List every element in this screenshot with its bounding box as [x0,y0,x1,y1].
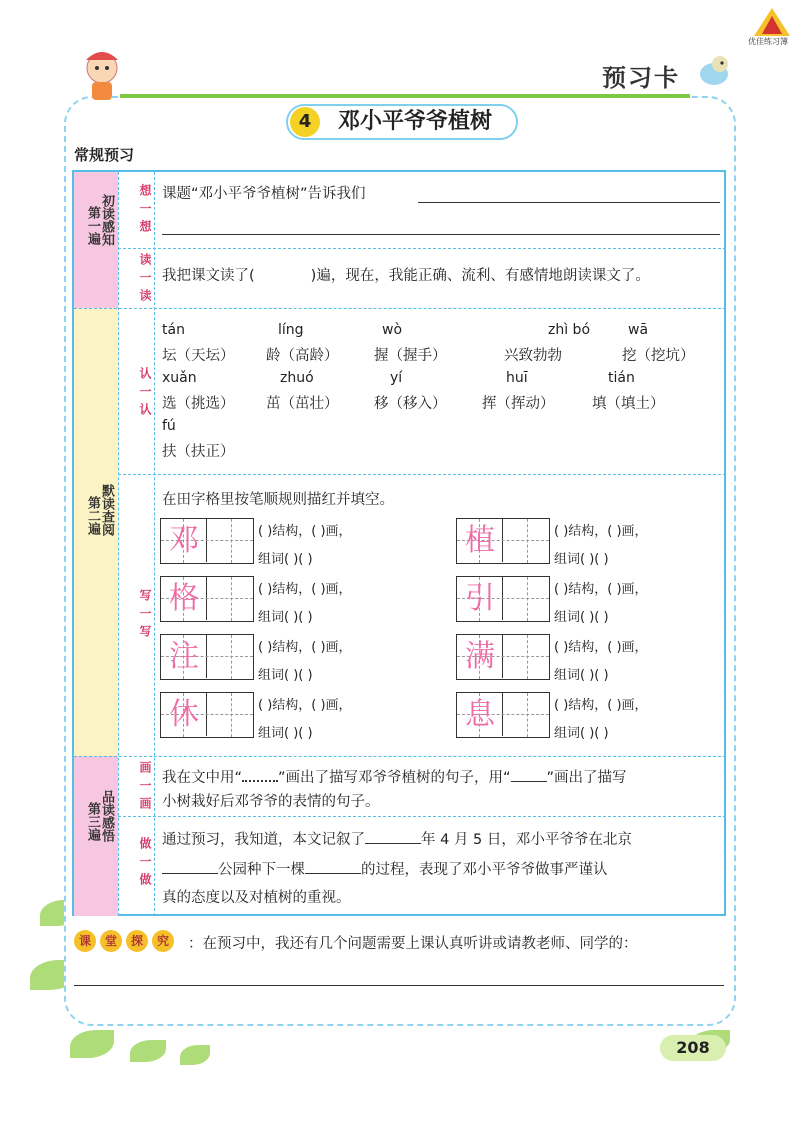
recognize-word: 选（挑选） [162,396,235,412]
header-divider [120,94,690,98]
grid-guide [231,693,232,737]
row-divider [118,248,726,249]
row-divider [118,816,726,817]
grid-guide [527,519,528,563]
row-divider [74,308,726,309]
tianzige-grid[interactable] [456,692,550,738]
preview-table [72,170,726,916]
read-prompt [162,264,650,288]
section-label: 常规预习 [74,146,135,164]
column-divider [154,172,155,916]
recognize-word: 挖（挖坑） [622,348,695,364]
pinyin: zhuó [280,370,314,386]
row-divider [118,474,726,475]
pass-2-focus: 默读查阅 [99,484,114,536]
structure-strokes-blank[interactable]: ( )结构，( )画， [554,582,648,597]
word-group-blank[interactable]: 组词( )( ) [258,552,313,567]
tianzige-grid[interactable] [160,692,254,738]
trace-character: 格 [169,581,199,616]
page-number: 208 [660,1035,726,1061]
publisher-logo-text: 优佳练习簿 [748,37,788,46]
recognize-word: 握（握手） [374,348,447,364]
trace-character: 注 [169,639,199,674]
trace-character: 邓 [169,523,199,558]
draw-text-1: 我在文中用“ [162,770,243,786]
recognize-word: 移（移入） [374,396,447,412]
leaf-decoration [70,1030,114,1058]
tianzige-grid[interactable] [456,634,550,680]
pass-2-cell [74,308,118,756]
structure-strokes-blank[interactable]: ( )结构，( )画， [554,524,648,539]
classroom-explore-badges [74,930,178,952]
think-answer-line-2[interactable] [162,234,720,235]
do-text-1a: 通过预习，我知道，本文记叙了 [162,832,365,848]
recognize-word: 龄（高龄） [266,348,339,364]
explore-badge: 堂 [100,930,122,952]
draw-line-1 [162,764,627,790]
act-write: 写一写 [138,589,152,643]
recognize-word: 挥（挥动） [482,396,555,412]
preview-card-label: 预习卡 [602,64,680,92]
trace-character: 引 [465,581,495,616]
pinyin: tián [608,370,635,386]
word-group-blank[interactable]: 组词( )( ) [554,726,609,741]
structure-strokes-blank[interactable]: ( )结构，( )画， [554,698,648,713]
mascot-icon [78,44,126,104]
think-answer-line-1[interactable] [418,202,720,203]
tianzige-grid[interactable] [160,634,254,680]
pass-3-cell [74,756,118,916]
grid-guide [527,635,528,679]
tree-blank[interactable] [305,856,361,874]
pass-2-name: 第二遍 [85,496,100,535]
do-text-2a: 公园种下一棵 [218,862,305,878]
pinyin: tán [162,322,185,338]
explore-prompt: ：在预习中，我还有几个问题需要上课认真听讲或请教老师、同学的： [188,936,638,952]
pinyin: zhì bó [548,322,591,338]
lesson-title: 邓小平爷爷植树 [338,109,493,134]
structure-strokes-blank[interactable]: ( )结构，( )画， [258,698,352,713]
explore-answer-line[interactable] [74,985,724,986]
write-instruction: 在田字格里按笔顺规则描红并填空。 [162,492,394,508]
draw-line-2: 小树栽好后邓爷爷的表情的句子。 [162,794,380,810]
park-blank[interactable] [162,856,218,874]
explore-badge: 课 [74,930,96,952]
grid-guide [231,577,232,621]
trace-character: 植 [465,523,495,558]
lesson-number: 4 [290,107,320,137]
word-group-blank[interactable]: 组词( )( ) [554,552,609,567]
word-group-blank[interactable]: 组词( )( ) [554,610,609,625]
pinyin: wā [628,322,649,338]
act-think: 想一想 [138,184,152,238]
straight-line-blank[interactable] [511,764,547,782]
tianzige-grid[interactable] [160,518,254,564]
recognize-word: 坛（天坛） [162,348,235,364]
pinyin: huī [506,370,528,386]
tianzige-grid[interactable] [456,576,550,622]
explore-badge: 究 [152,930,174,952]
do-line-3: 真的态度以及对植树的重视。 [162,890,351,906]
structure-strokes-blank[interactable]: ( )结构，( )画， [258,582,352,597]
word-group-blank[interactable]: 组词( )( ) [554,668,609,683]
leaf-decoration [180,1045,210,1065]
pinyin: xuǎn [162,370,197,386]
word-group-blank[interactable]: 组词( )( ) [258,668,313,683]
word-group-blank[interactable]: 组词( )( ) [258,726,313,741]
read-text-b: )遍，现在，我能正确、流利、有感情地朗读课文了。 [310,268,650,284]
word-group-blank[interactable]: 组词( )( ) [258,610,313,625]
year-blank[interactable] [365,826,421,844]
do-text-1b: 年 4 月 5 日，邓小平爷爷在北京 [421,832,632,848]
act-draw: 画一画 [138,761,152,815]
recognize-word: 扶（扶正） [162,444,235,460]
pass-1-focus: 初读感知 [99,194,114,246]
pass-3-name: 第三遍 [85,802,100,841]
recognize-word: 茁（茁壮） [266,396,339,412]
read-text-a: 我把课文读了( [162,268,255,284]
pass-1-cell [74,172,118,308]
grid-guide [231,519,232,563]
structure-strokes-blank[interactable]: ( )结构，( )画， [258,524,352,539]
act-read: 读一读 [138,253,152,307]
act-recognize: 认一认 [138,367,152,421]
structure-strokes-blank[interactable]: ( )结构，( )画， [258,640,352,655]
recognize-word: 兴致勃勃 [504,348,562,364]
structure-strokes-blank[interactable]: ( )结构，( )画， [554,640,648,655]
tianzige-grid[interactable] [160,576,254,622]
pinyin: yí [390,370,403,386]
row-divider [74,756,726,757]
draw-text-3: ”画出了描写 [546,770,627,786]
act-do: 做一做 [138,837,152,891]
grid-guide [527,577,528,621]
think-prompt: 课题“邓小平爷爷植树”告诉我们 [162,186,366,202]
do-text-2b: 的过程，表现了邓小平爷爷做事严谨认 [361,862,608,878]
pinyin: wò [382,322,403,338]
pinyin: líng [278,322,304,338]
pass-3-focus: 品读感悟 [99,790,114,842]
pinyin: fú [162,418,176,434]
do-line-2 [162,856,608,882]
wavy-line-blank[interactable] [242,764,278,782]
explore-badge: 探 [126,930,148,952]
trace-character: 满 [465,639,495,674]
bird-icon [694,48,736,92]
draw-text-2: ”画出了描写邓爷爷植树的句子，用“ [278,770,511,786]
do-line-1 [162,826,632,852]
trace-character: 息 [465,697,495,732]
grid-guide [527,693,528,737]
pass-1-name: 第一遍 [85,206,100,245]
leaf-decoration [130,1040,166,1062]
recognize-word: 填（填土） [592,396,665,412]
trace-character: 休 [169,697,199,732]
tianzige-grid[interactable] [456,518,550,564]
grid-guide [231,635,232,679]
